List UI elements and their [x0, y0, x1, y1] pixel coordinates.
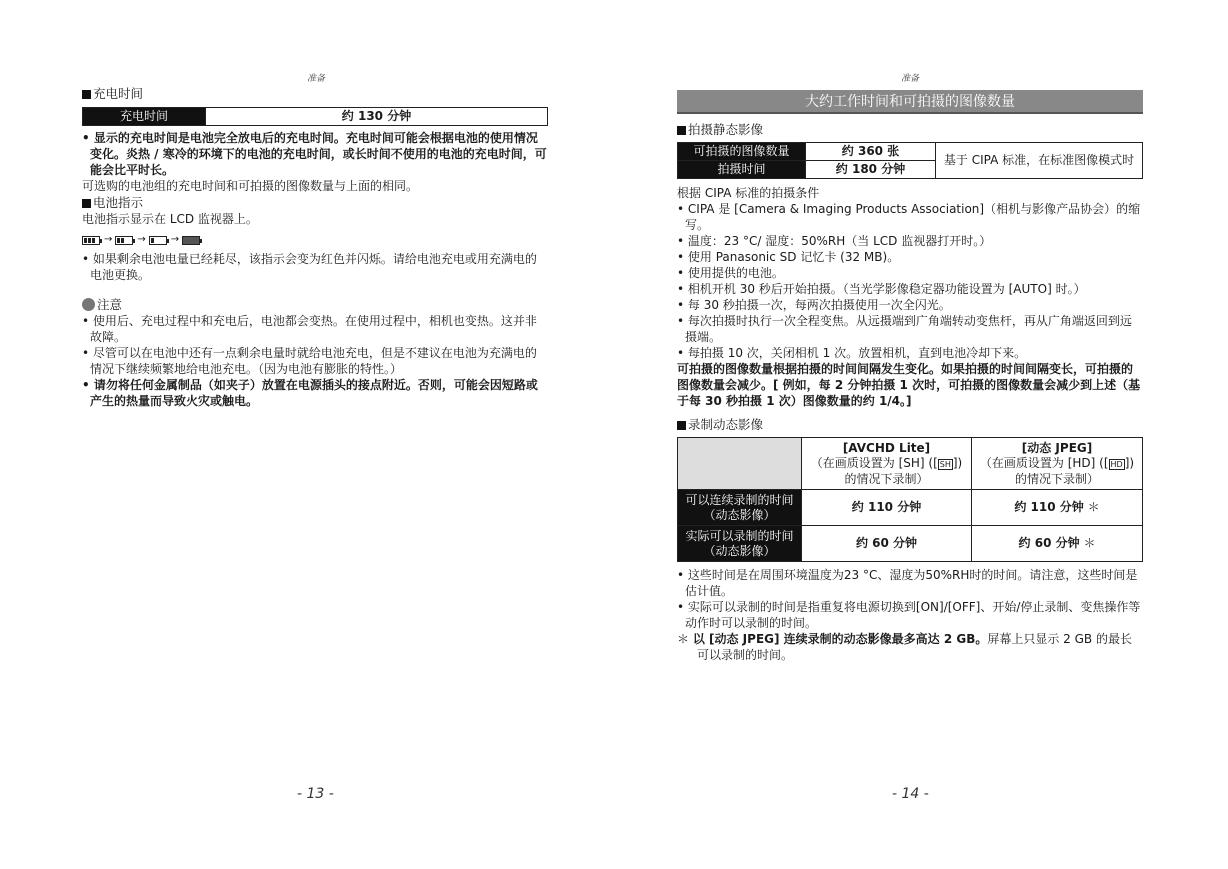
battery-title: 电池指示: [93, 195, 144, 210]
cipa-item: • 温度：23 °C/ 湿度：50%RH（当 LCD 监视器打开时。）: [677, 234, 992, 248]
square-bullet-icon: [677, 126, 686, 135]
right-content: [677, 90, 1143, 663]
arrow-icon: →: [170, 234, 180, 245]
movie-value: 约 60 分钟 ＊: [972, 526, 1143, 562]
movie-value: 约 110 分钟: [802, 490, 972, 526]
movie-row-label: 可以连续录制的时间 （动态影像）: [678, 490, 802, 526]
charge-section: [82, 86, 548, 409]
square-bullet-icon: [82, 199, 91, 208]
square-bullet-icon: [82, 90, 91, 99]
caution-item: • 尽管可以在电池中还有一点剩余电量时就给电池充电，但是不建议在电池为充满电的情况下继续频繁地给电池充电。（因为电池有膨胀的特性。）: [82, 346, 537, 376]
caution-item: • 请勿将任何金属制品（如夹子）放置在电源插头的接点附近。否则，可能会因短路或产生的热量而导致火灾或触电。: [82, 378, 538, 408]
movie-corner-cell: [678, 438, 802, 490]
charge-para: 可选购的电池组的充电时间和可拍摄的图像数量与上面的相同。: [82, 179, 419, 193]
battery-note: • 如果剩余电池电量已经耗尽，该指示会变为红色并闪烁。请给电池充电或用充满电的电池更换。: [82, 252, 537, 282]
still-label: 可拍摄的图像数量: [678, 143, 806, 161]
cipa-item: • 每 30 秒拍摄一次，每两次拍摄使用一次全闪光。: [677, 298, 951, 312]
movie-table: [677, 437, 1143, 562]
cipa-title: 根据 CIPA 标准的拍摄条件: [677, 186, 820, 200]
movie-col-header: [动态 JPEG] （在画质设置为 [HD] ([ HD ]) 的情况下录制）: [972, 438, 1143, 490]
charge-label: 充电时间: [83, 108, 206, 126]
square-bullet-icon: [677, 421, 686, 430]
cipa-item: • 使用提供的电池。: [677, 266, 784, 280]
movie-note: • 这些时间是在周围环境温度为23 °C、湿度为50%RH时的时间。请注意，这些时间是估计值。: [677, 568, 1138, 598]
cipa-item: • 每拍摄 10 次，关闭相机 1 次。放置相机，直到电池冷却下来。: [677, 346, 1027, 360]
caution-icon: [82, 298, 95, 311]
battery-indicator-sequence: [82, 233, 548, 247]
movie-title: 录制动态影像: [688, 417, 764, 432]
still-label: 拍摄时间: [678, 161, 806, 179]
battery-two-thirds-icon: [115, 236, 133, 245]
movie-row-label: 实际可以录制的时间 （动态影像）: [678, 526, 802, 562]
cipa-item: • 每次拍摄时执行一次全程变焦。从远摄端到广角端转动变焦杆，再从广角端返回到远摄端。: [677, 314, 1132, 344]
movie-value: 约 110 分钟 ＊: [972, 490, 1143, 526]
still-title: 拍摄静态影像: [688, 122, 764, 137]
movie-note: • 实际可以录制的时间是指重复将电源切换到[ON]/[OFF]、开始/停止录制、变焦操作等动作时可以录制的时间。: [677, 600, 1141, 630]
cipa-item: • 相机开机 30 秒后开始拍摄。（当光学影像稳定器功能设置为 [AUTO] 时。）: [677, 282, 1086, 296]
caution-heading: 注意: [82, 297, 548, 313]
still-value: 约 180 分钟: [806, 161, 936, 179]
arrow-icon: →: [137, 234, 146, 245]
page-number: - 14 -: [892, 786, 929, 802]
battery-one-third-icon: [149, 236, 167, 245]
caution-item: • 使用后、充电过程中和充电后，电池都会变热。在使用过程中，相机也变热。这并非故障。: [82, 314, 537, 344]
cipa-item: • CIPA 是 [Camera & Imaging Products Association]（相机与影像产品协会）的缩写。: [677, 202, 1141, 232]
section-title: 大约工作时间和可拍摄的图像数量: [677, 90, 1143, 114]
charge-table: [82, 107, 548, 126]
battery-para: 电池指示显示在 LCD 监视器上。: [82, 212, 258, 226]
still-value: 约 360 张: [806, 143, 936, 161]
movie-col-header: [AVCHD Lite] （在画质设置为 [SH] ([ SH ]) 的情况下录制）: [802, 438, 972, 490]
battery-empty-flashing-icon: [182, 236, 200, 245]
still-note: 基于 CIPA 标准，在标准图像模式时: [936, 143, 1143, 179]
charge-note: • 显示的充电时间是电池完全放电后的充电时间。充电时间可能会根据电池的使用情况变化。炎热 / 寒冷的环境下的电池的充电时间，或长时间不使用的电池的充电时间，可能会比平时长。: [82, 131, 547, 177]
cipa-bold-para: 可拍摄的图像数量根据拍摄的时间间隔发生变化。如果拍摄的时间间隔变长，可拍摄的图像数量会减少。[ 例如，每 2 分钟拍摄 1 次时，可拍摄的图像数量会减少到上述（基于每 30 秒拍摄 1 次）图像数量的约 1/4。]: [677, 362, 1141, 408]
still-table: [677, 142, 1143, 179]
arrow-icon: →: [104, 234, 113, 245]
page-header: 准备: [307, 74, 326, 84]
quality-hd-icon: HD: [1110, 459, 1123, 469]
page-header: 准备: [901, 74, 920, 84]
movie-value: 约 60 分钟: [802, 526, 972, 562]
quality-sh-icon: SH: [939, 459, 951, 469]
asterisk-note: ＊ 以 [动态 JPEG] 连续录制的动态影像最多高达 2 GB。屏幕上只显示 2 GB 的最长可以录制的时间。: [677, 632, 1132, 662]
charge-title: 充电时间: [93, 86, 144, 101]
cipa-item: • 使用 Panasonic SD 记忆卡 (32 MB)。: [677, 250, 900, 264]
page-number: - 13 -: [297, 786, 334, 802]
battery-full-icon: [82, 236, 100, 245]
charge-value: 约 130 分钟: [206, 108, 548, 126]
